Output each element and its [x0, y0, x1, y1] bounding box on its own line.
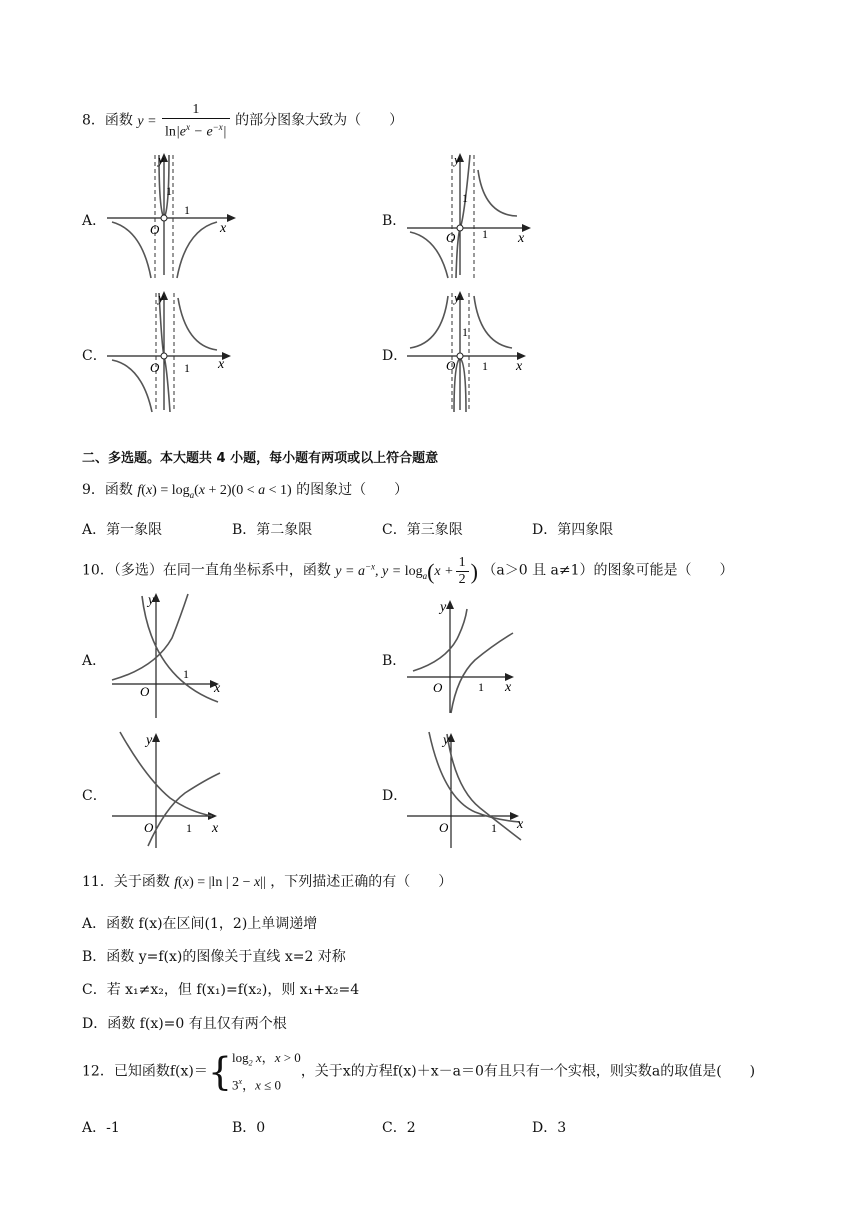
q10-d-tick-1: 1 [491, 821, 497, 835]
q8-graph-b [402, 150, 542, 280]
q10-d-y-label: y [443, 733, 450, 748]
q8-graph-a [102, 150, 242, 280]
q10-graph-d [405, 728, 530, 850]
q10-c-x-label: x [212, 821, 219, 836]
q11-tail: ，下列描述正确的有（ ） [270, 874, 453, 890]
q12-option-b: B．0 [232, 1120, 266, 1136]
section-2-title: 二、多选题。本大题共 4 小题，每小题有两项或以上符合题意 [82, 451, 439, 466]
q12-piecewise: $\log_2 x$，x > 0 3$^x$，x ≤ 0 [232, 1050, 301, 1092]
q8-stem [82, 102, 403, 141]
q11-stem [82, 871, 452, 891]
q8-a-origin: O [150, 222, 160, 237]
q8-c-x-label: x [218, 357, 225, 372]
q12-stem [82, 1049, 755, 1094]
q12-option-a: A．-1 [82, 1120, 120, 1136]
q8-d-y-tick-1: 1 [462, 325, 468, 339]
q9-lead: 9．函数 [82, 482, 133, 498]
q8-b-y-label: y [454, 152, 460, 167]
q10-stem [82, 555, 734, 588]
q8-d-x-label: x [516, 359, 523, 374]
q8-b-x-label: x [518, 231, 525, 246]
q10-a-origin: O [140, 684, 150, 699]
q10-c-tick-1: 1 [186, 821, 192, 835]
q10-option-d-label: D． [382, 788, 408, 804]
q9-option-b: B．第二象限 [232, 522, 313, 538]
q8-a-y-label: y [158, 152, 164, 167]
q8-b-tick-1: 1 [482, 227, 488, 241]
q10-b-y-label: y [440, 600, 447, 615]
q10-a-y-label: y [148, 593, 155, 608]
q8-d-y-label: y [454, 290, 460, 305]
q10-a-tick-1: 1 [183, 667, 189, 681]
q12-option-d: D．3 [532, 1120, 567, 1136]
q9-tail: 的图象过（ ） [296, 482, 409, 498]
q11-option-b: B．函数 y=f(x)的图像关于直线 x=2 对称 [82, 949, 346, 965]
q8-c-tick-1: 1 [184, 361, 190, 375]
q10-c-y-label: y [146, 733, 153, 748]
q9-formula: $f(x) = \log_a(x + 2)(0 < a < 1)$ [137, 483, 292, 500]
q12-lead: 12．已知函数f(x)＝ [82, 1063, 208, 1080]
q10-graph-c [110, 728, 230, 850]
q8-lead: 函数 [104, 112, 133, 129]
q9-option-a: A．第一象限 [82, 522, 163, 538]
q12-option-c: C．2 [382, 1120, 416, 1136]
q10-graph-a [110, 588, 230, 720]
q9-option-d: D．第四象限 [532, 522, 614, 538]
q8-graph-c [102, 288, 242, 413]
q10-lead: 10．（多选）在同一直角坐标系中，函数 [82, 562, 331, 579]
q8-graph-d [402, 288, 542, 413]
q8-c-y-label: y [158, 290, 164, 305]
q9-option-c: C．第三象限 [382, 522, 463, 538]
q10-a-x-label: x [214, 681, 221, 696]
q10-b-x-label: x [505, 680, 512, 695]
q8-b-origin: O [446, 230, 456, 245]
q8-number: 8． [82, 112, 105, 129]
q10-c-origin: O [144, 820, 154, 835]
q8-a-y-tick-1: 1 [166, 184, 172, 198]
q10-b-tick-1: 1 [478, 680, 484, 694]
q11-option-c: C．若 x₁≠x₂，但 f(x₁)=f(x₂)，则 x₁+x₂=4 [82, 982, 360, 998]
q8-d-origin: O [446, 358, 456, 373]
q8-option-d-label: D． [382, 348, 408, 364]
q12-brace: { [207, 1049, 233, 1094]
q9-stem [82, 479, 408, 500]
q8-c-origin: O [150, 360, 160, 375]
q10-d-origin: O [439, 820, 449, 835]
q8-d-tick-1: 1 [482, 359, 488, 373]
q10-graph-b [405, 595, 530, 717]
q11-option-d: D．函数 f(x)=0 有且仅有两个根 [82, 1016, 287, 1032]
q10-d-x-label: x [517, 817, 524, 832]
q10-option-b-label: B． [382, 653, 407, 669]
q11-lead: 11．关于函数 [82, 874, 170, 890]
q8-tail: 的部分图象大致为（ ） [235, 112, 404, 129]
q10-formula: $y = a^{-x}$, $y = \log_a(x$ + $\frac{1}{2}$ ) [335, 555, 478, 587]
q10-option-c-label: C． [82, 788, 107, 804]
q10-tail: （a＞0 且 a≠1）的图象可能是（ ） [482, 562, 734, 579]
q10-b-origin: O [433, 680, 443, 695]
q8-b-y-tick-1: 1 [462, 191, 468, 205]
q8-a-tick-1: 1 [184, 203, 190, 217]
q11-option-a: A．函数 f(x)在区间(1，2)上单调递增 [82, 916, 318, 932]
q8-a-x-label: x [220, 221, 227, 236]
q8-option-a-label: A． [82, 213, 107, 229]
q8-option-c-label: C． [82, 348, 107, 364]
q11-formula: f(x) = |ln | 2 − x|| [174, 875, 266, 890]
q12-tail: ，关于x的方程f(x)＋x－a＝0有且只有一个实根，则实数a的取值是( ) [300, 1063, 756, 1080]
q8-option-b-label: B． [382, 213, 407, 229]
q10-option-a-label: A． [82, 653, 107, 669]
q8-formula: y = $\frac{1}{\ln|e^x - e^{-x}|}$ [137, 114, 235, 129]
